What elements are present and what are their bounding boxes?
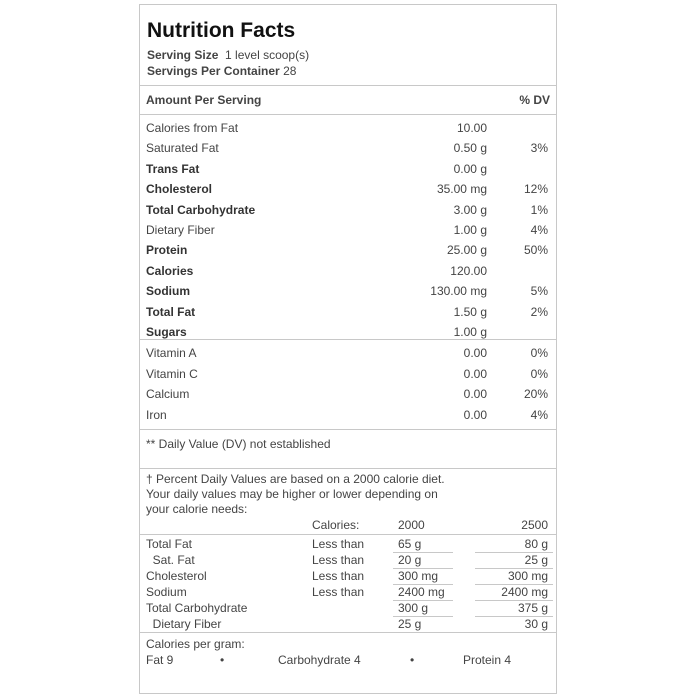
nutrient-name: Calories from Fat (146, 121, 239, 135)
nutrient-value: 130.00 mg (430, 284, 487, 299)
vitamin-name: Iron (146, 407, 167, 422)
footnote-value-2000: 300 g (398, 601, 429, 615)
amount-header (140, 85, 556, 115)
nutrient-dv: 3% (530, 141, 548, 156)
servings-per-container (147, 64, 296, 78)
vitamin-row (140, 346, 556, 366)
vitamin-value: 0.00 (463, 407, 487, 422)
nutrient-name: Saturated Fat (146, 141, 219, 156)
nutrient-value: 1.00 g (453, 325, 487, 339)
footnote-comparison: Less than (312, 569, 365, 583)
nutrient-row (140, 162, 556, 182)
footnote-row (140, 553, 556, 569)
serving-size-value: 1 level scoop(s) (225, 48, 310, 62)
dv-note: ** Daily Value (DV) not established (146, 437, 331, 451)
footnote-line-3: your calorie needs: (146, 502, 248, 516)
vitamin-dv: 0% (530, 346, 548, 360)
fat-per-gram: Fat 9 (146, 653, 174, 667)
vitamin-value: 0.00 (463, 366, 487, 381)
vitamin-name: Vitamin C (146, 366, 198, 381)
nutrient-name: Protein (146, 243, 188, 258)
nutrient-row (140, 121, 556, 141)
footnote-value-2000: 25 g (398, 617, 422, 631)
calories-2500-header: 2500 (521, 518, 548, 532)
footnote-value-2000: 65 g (398, 537, 422, 551)
footnote-value-2500: 375 g (517, 601, 548, 615)
nutrient-name: Cholesterol (146, 182, 213, 197)
nutrient-row (140, 325, 556, 345)
nutrient-value: 0.50 g (453, 141, 487, 156)
nutrient-dv: 1% (530, 202, 548, 217)
nutrient-row (140, 223, 556, 243)
nutrient-row (140, 243, 556, 263)
nutrient-name: Total Carbohydrate (146, 202, 256, 217)
nutrient-dv: 5% (530, 284, 548, 299)
footnote-value-2500: 300 mg (507, 569, 548, 583)
vitamin-row (140, 408, 556, 428)
footnote-row (140, 617, 556, 633)
calories-label: Calories: (312, 518, 360, 532)
footnote-nutrient: Sat. Fat (146, 553, 195, 567)
footnote-value-2500: 25 g (524, 553, 548, 567)
footnote-comparison: Less than (312, 537, 365, 551)
nutrient-value: 1.00 g (453, 223, 487, 237)
nutrient-name: Sugars (146, 325, 187, 339)
nutrient-row (140, 284, 556, 304)
servings-per-container-label: Servings Per Container (147, 64, 280, 78)
protein-per-gram: Protein 4 (463, 653, 512, 667)
footnote-value-2500: 30 g (524, 617, 548, 631)
footnote-comparison: Less than (312, 553, 365, 567)
nutrient-dv: 4% (530, 223, 548, 237)
nutrient-name: Total Fat (146, 304, 196, 319)
nutrient-value: 10.00 (456, 121, 487, 135)
footnote-value-2000: 20 g (398, 553, 422, 567)
calories-per-gram-label: Calories per gram: (146, 637, 245, 651)
divider (140, 339, 556, 340)
nutrient-name: Trans Fat (146, 161, 200, 176)
vitamin-name: Vitamin A (146, 346, 197, 360)
divider (140, 534, 556, 535)
footnote-nutrient: Dietary Fiber (146, 617, 222, 631)
vitamin-row (140, 387, 556, 407)
vitamin-name: Calcium (146, 387, 190, 401)
serving-size-label: Serving Size (147, 48, 219, 62)
nutrient-dv: 2% (530, 304, 548, 319)
footnote-nutrient: Sodium (146, 585, 187, 599)
vitamin-value: 0.00 (463, 387, 487, 401)
divider (140, 429, 556, 430)
nutrient-name: Sodium (146, 284, 190, 299)
nutrient-row (140, 203, 556, 223)
carbohydrate-per-gram: Carbohydrate 4 (278, 653, 361, 667)
nutrition-facts-panel (139, 4, 557, 694)
footnote-row (140, 601, 556, 617)
footnote-nutrient: Total Fat (146, 537, 193, 551)
bullet-separator: • (220, 653, 225, 667)
nutrient-value: 35.00 mg (436, 182, 487, 197)
vitamin-dv: 0% (530, 366, 548, 381)
nutrient-name: Calories (146, 263, 194, 278)
nutrient-dv: 50% (523, 243, 548, 258)
nutrient-name: Dietary Fiber (146, 223, 215, 237)
footnote-row (140, 537, 556, 553)
dv-column-label: % DV (519, 93, 550, 107)
serving-size (147, 48, 309, 62)
nutrient-row (140, 182, 556, 202)
footnote-value-2500: 2400 mg (501, 585, 548, 599)
divider (140, 632, 556, 633)
vitamin-dv: 20% (523, 387, 548, 401)
footnote-row (140, 569, 556, 585)
footnote-line-2: Your daily values may be higher or lower depending on (146, 487, 438, 501)
vitamin-dv: 4% (530, 407, 548, 422)
nutrient-dv: 12% (523, 182, 548, 197)
footnote-header-row (140, 518, 556, 534)
page-title: Nutrition Facts (147, 19, 296, 42)
divider (140, 468, 556, 469)
footnote-value-2500: 80 g (524, 537, 548, 551)
nutrient-value: 3.00 g (453, 202, 487, 217)
nutrient-row (140, 264, 556, 284)
footnote-row (140, 585, 556, 601)
footnote-comparison: Less than (312, 585, 365, 599)
amount-per-serving-label: Amount Per Serving (146, 93, 262, 107)
vitamin-row (140, 367, 556, 387)
footnote-value-2000: 2400 mg (398, 585, 445, 599)
footnote-nutrient: Cholesterol (146, 569, 207, 583)
nutrient-value: 1.50 g (453, 304, 487, 319)
servings-per-container-value: 28 (283, 64, 297, 78)
nutrient-value: 0.00 g (453, 161, 487, 176)
nutrient-row (140, 141, 556, 161)
nutrient-value: 25.00 g (446, 243, 487, 258)
nutrient-value: 120.00 (450, 263, 487, 278)
footnote-value-2000: 300 mg (398, 569, 439, 583)
calories-2000-header: 2000 (398, 518, 425, 532)
footnote-nutrient: Total Carbohydrate (146, 601, 248, 615)
vitamin-value: 0.00 (463, 346, 487, 360)
bullet-separator: • (410, 653, 415, 667)
nutrient-row (140, 305, 556, 325)
footnote-line-1: † Percent Daily Values are based on a 2000 calorie diet. (146, 472, 445, 486)
